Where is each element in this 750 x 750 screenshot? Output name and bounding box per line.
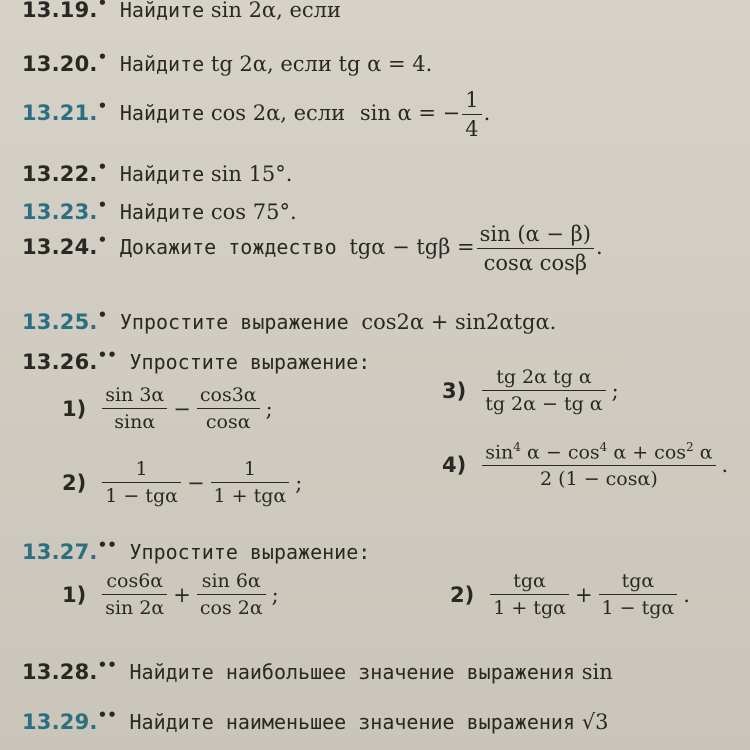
problem-instruction: Упростите выражение: xyxy=(129,540,371,564)
numerator xyxy=(482,440,715,466)
denominator: 1 − tgα xyxy=(601,597,675,619)
fraction xyxy=(102,458,181,507)
problem-number: 13.23. xyxy=(22,200,98,224)
difficulty-mark: • xyxy=(97,0,108,12)
numerator: tgα xyxy=(490,570,569,595)
problem-13-21 xyxy=(22,88,490,141)
problem-expression: √3 xyxy=(581,710,609,734)
problem-13-23 xyxy=(22,196,297,224)
difficulty-mark: •• xyxy=(97,536,117,554)
punctuation: ; xyxy=(611,378,619,403)
problem-number: 13.27. xyxy=(22,540,98,564)
operator: + xyxy=(173,582,191,607)
numerator: tg 2α tg α xyxy=(482,366,605,391)
term-cos: α + cos xyxy=(613,441,687,464)
punctuation: . xyxy=(683,582,690,607)
punctuation: . xyxy=(721,453,729,478)
numerator: sin 3α xyxy=(102,384,167,409)
fraction xyxy=(197,570,266,619)
subproblem-13-26-1 xyxy=(62,384,277,433)
numerator: sin (α − β) xyxy=(477,222,594,249)
numerator: 1 xyxy=(462,88,481,115)
problem-number: 13.22. xyxy=(22,162,98,186)
problem-number: 13.29. xyxy=(22,710,98,734)
fraction xyxy=(102,384,167,433)
difficulty-mark: • xyxy=(97,306,108,324)
problem-13-24 xyxy=(22,222,603,275)
denominator: cos 2α xyxy=(199,597,263,619)
punctuation: ; xyxy=(265,396,273,421)
problem-instruction: Найдите xyxy=(119,200,205,224)
denominator: 1 + tgα xyxy=(213,485,287,507)
item-label: 1) xyxy=(62,582,87,607)
fraction xyxy=(462,88,481,141)
problem-expression: sin 2α, если xyxy=(210,0,341,22)
exponent: 4 xyxy=(599,440,608,454)
problem-expression: cos 2α, если xyxy=(210,101,346,125)
fraction xyxy=(482,366,605,415)
fraction xyxy=(102,570,167,619)
problem-expression: tg 2α, если tg α = 4. xyxy=(210,52,433,76)
problem-13-20 xyxy=(22,48,432,76)
numerator: 1 xyxy=(211,458,290,483)
difficulty-mark: • xyxy=(97,231,108,249)
subproblem-13-26-4 xyxy=(442,440,732,490)
problem-number: 13.26. xyxy=(22,350,98,374)
fraction xyxy=(490,570,569,619)
numerator: cos3α xyxy=(197,384,260,409)
item-label: 2) xyxy=(62,470,87,495)
denominator: tg 2α − tg α xyxy=(485,393,603,415)
problem-13-25 xyxy=(22,306,556,334)
denominator: 2 (1 − cosα) xyxy=(540,468,658,491)
subproblem-13-26-3 xyxy=(442,366,623,415)
problem-13-28 xyxy=(22,656,613,684)
problem-13-27 xyxy=(22,536,370,564)
difficulty-mark: • xyxy=(97,97,108,115)
exponent: 2 xyxy=(686,440,694,454)
subproblem-13-26-2 xyxy=(62,458,306,507)
problem-instruction: Докажите тождество xyxy=(119,235,337,259)
punctuation: ; xyxy=(271,582,279,607)
problem-instruction: Найдите наименьшее значение выражения xyxy=(129,710,576,734)
difficulty-mark: •• xyxy=(97,706,117,724)
denominator: sinα xyxy=(114,411,156,433)
problem-13-29 xyxy=(22,706,608,734)
item-label: 3) xyxy=(442,378,467,403)
problem-expression: sin xyxy=(581,660,613,684)
fraction xyxy=(197,384,260,433)
fraction xyxy=(599,570,678,619)
problem-instruction: Найдите xyxy=(119,52,205,76)
numerator: tgα xyxy=(599,570,678,595)
problem-expression: cos2α + sin2αtgα. xyxy=(361,310,557,334)
subproblem-13-27-1 xyxy=(62,570,283,619)
subproblem-13-27-2 xyxy=(450,570,694,619)
difficulty-mark: •• xyxy=(97,656,117,674)
problem-number: 13.24. xyxy=(22,235,98,259)
difficulty-mark: • xyxy=(97,196,108,214)
fraction xyxy=(477,222,594,275)
problem-instruction: Упростите выражение: xyxy=(129,350,371,374)
denominator: cosα xyxy=(205,411,251,433)
problem-number: 13.25. xyxy=(22,310,98,334)
problem-expression: tgα − tgβ = xyxy=(349,235,475,259)
item-label: 1) xyxy=(62,396,87,421)
denominator: 4 xyxy=(465,117,479,141)
operator: − xyxy=(173,396,191,421)
problem-expression: sin 15°. xyxy=(210,162,293,186)
punctuation: . xyxy=(483,101,491,125)
exponent: 4 xyxy=(513,440,521,454)
problem-13-19 xyxy=(22,0,341,22)
difficulty-mark: • xyxy=(97,48,108,66)
problem-number: 13.19. xyxy=(22,0,98,22)
numerator: sin 6α xyxy=(197,570,266,595)
item-label: 4) xyxy=(442,453,467,478)
operator: − xyxy=(186,470,205,495)
problem-instruction: Упростите выражение xyxy=(119,310,349,334)
problem-number: 13.28. xyxy=(22,660,98,684)
problem-instruction: Найдите xyxy=(119,101,205,125)
fraction xyxy=(482,440,715,490)
problem-instruction: Найдите xyxy=(119,0,205,22)
problem-instruction: Найдите наибольшее значение выражения xyxy=(129,660,576,684)
problem-number: 13.20. xyxy=(22,52,98,76)
term-alpha: α xyxy=(699,441,713,464)
difficulty-mark: • xyxy=(97,158,108,176)
term-sin: sin xyxy=(485,441,514,464)
numerator: cos6α xyxy=(102,570,167,595)
numerator: 1 xyxy=(102,458,181,483)
problem-number: 13.21. xyxy=(22,101,98,125)
denominator: sin 2α xyxy=(105,597,165,619)
problem-instruction: Найдите xyxy=(119,162,205,186)
difficulty-mark: •• xyxy=(97,346,117,364)
denominator: cosα cosβ xyxy=(483,251,587,275)
denominator: 1 + tgα xyxy=(493,597,566,619)
problem-13-22 xyxy=(22,158,292,186)
term-cos: α − cos xyxy=(526,441,600,464)
fraction xyxy=(211,458,290,507)
problem-13-26 xyxy=(22,346,370,374)
item-label: 2) xyxy=(450,582,475,607)
operator: + xyxy=(574,582,593,607)
problem-expression: cos 75°. xyxy=(210,200,297,224)
punctuation: ; xyxy=(295,470,303,495)
condition-expression: sin α = − xyxy=(359,101,461,125)
denominator: 1 − tgα xyxy=(105,485,178,507)
punctuation: . xyxy=(596,235,603,259)
